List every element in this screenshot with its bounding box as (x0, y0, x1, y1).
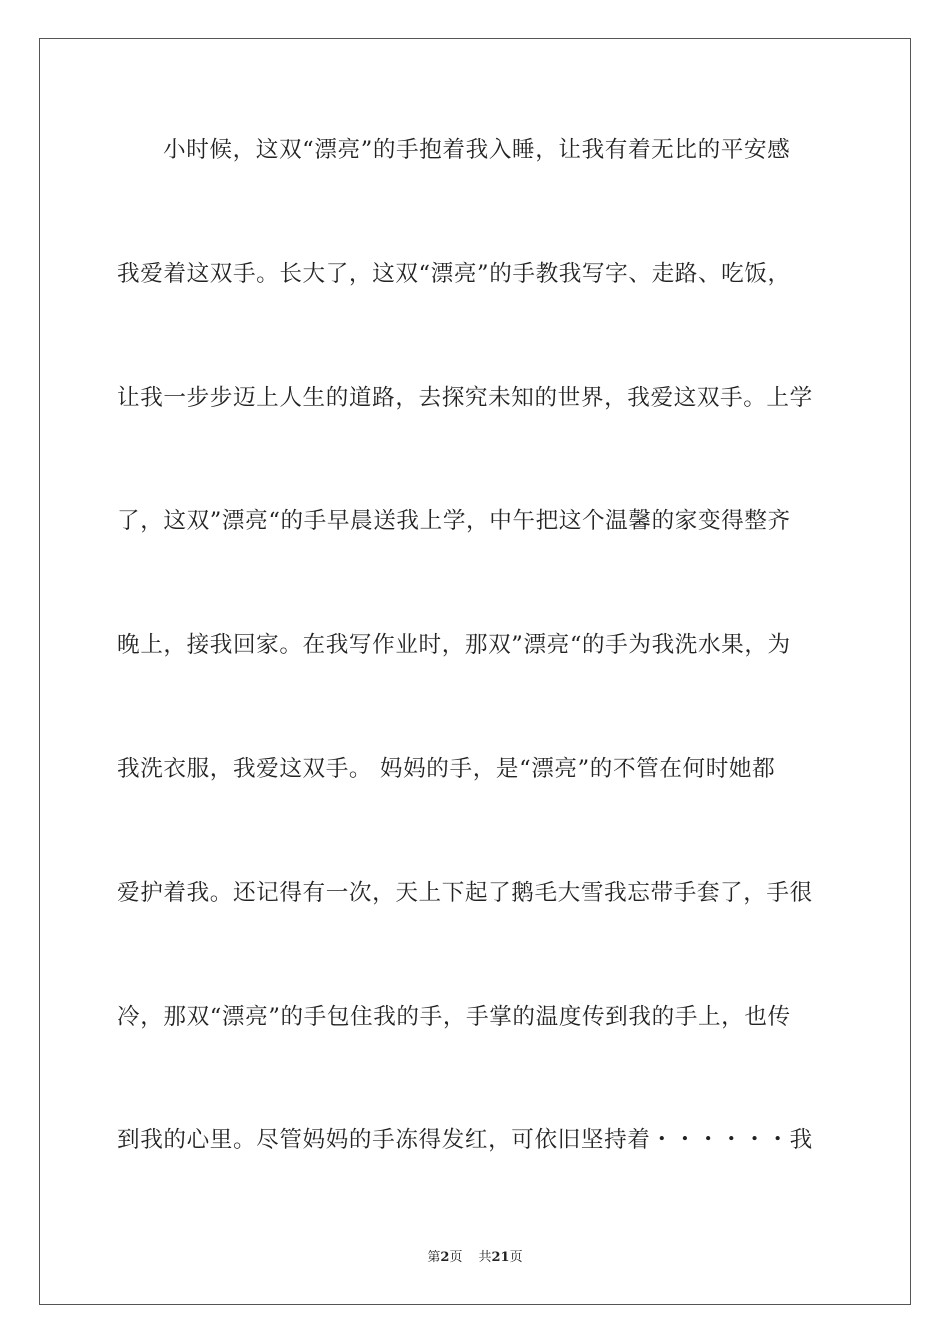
paragraph-line: 晚上，接我回家。在我写作业时，那双”漂亮“的手为我洗水果，为 (117, 632, 791, 659)
page-number: 2 (440, 1250, 450, 1265)
paragraph-line: 了，这双”漂亮“的手早晨送我上学，中午把这个温馨的家变得整齐 (117, 508, 791, 535)
paragraph-line: 小时候，这双“漂亮”的手抱着我入睡，让我有着无比的平安感 (163, 137, 791, 163)
total-suffix: 页 (509, 1250, 523, 1265)
paragraph-line: 我爱着这双手。长大了，这双“漂亮”的手教我写字、走路、吃饭， (117, 260, 791, 287)
paragraph-line: 冷，那双“漂亮”的手包住我的手，手掌的温度传到我的手上，也传 (117, 1003, 791, 1030)
document-body (117, 122, 833, 1236)
paragraph-line: 到我的心里。尽管妈妈的手冻得发红，可依旧坚持着・・・・・・我 (117, 1127, 813, 1154)
paragraph-line: 让我一步步迈上人生的道路，去探究未知的世界，我爱这双手。上学 (117, 384, 813, 411)
total-prefix: 共 (478, 1250, 492, 1265)
page-footer (0, 1246, 950, 1265)
page-suffix: 页 (449, 1250, 463, 1265)
page-prefix: 第 (427, 1250, 441, 1265)
paragraph-line: 我洗衣服，我爱这双手。 妈妈的手，是“漂亮”的不管在何时她都 (117, 755, 776, 782)
paragraph-line: 爱护着我。还记得有一次，天上下起了鹅毛大雪我忘带手套了，手很 (117, 879, 813, 906)
total-pages: 21 (491, 1250, 510, 1265)
